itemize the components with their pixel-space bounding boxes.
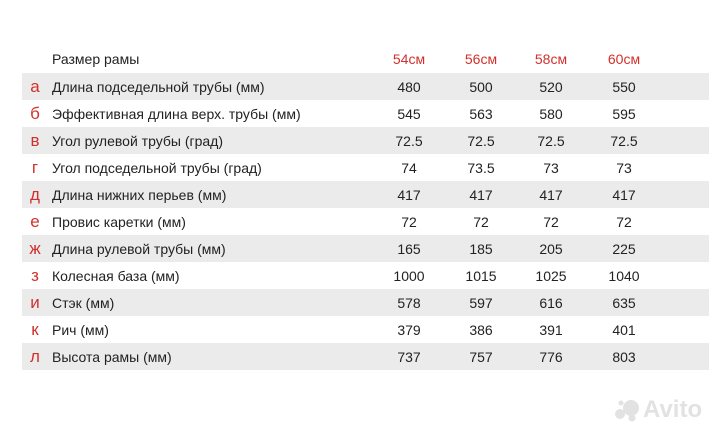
value-cell: 379 — [397, 321, 421, 338]
value-cell: 225 — [612, 240, 636, 257]
value-cell: 776 — [539, 348, 563, 365]
row-letter: ж — [29, 238, 41, 258]
parameter-name: Угол рулевой трубы (град) — [52, 132, 223, 149]
value-cell: 500 — [469, 78, 493, 95]
value-cell: 401 — [612, 321, 636, 338]
value-cell: 185 — [469, 240, 493, 257]
row-letter: в — [30, 130, 40, 150]
value-cell: 72.5 — [610, 132, 638, 149]
size-header: 54см — [392, 50, 426, 67]
table-row — [22, 343, 709, 370]
parameter-name: Эффективная длина верх. трубы (мм) — [52, 105, 301, 122]
value-cell: 73 — [616, 159, 632, 176]
value-cell: 480 — [397, 78, 421, 95]
parameter-name: Рич (мм) — [52, 321, 109, 338]
value-cell: 72 — [473, 213, 489, 230]
value-cell: 74 — [401, 159, 417, 176]
table-row — [22, 181, 709, 208]
row-letter: а — [30, 76, 40, 96]
value-cell: 1040 — [608, 267, 640, 284]
value-cell: 386 — [469, 321, 493, 338]
value-cell: 635 — [612, 294, 636, 311]
value-cell: 580 — [539, 105, 563, 122]
table-row — [22, 208, 709, 235]
value-cell: 72 — [401, 213, 417, 230]
value-cell: 165 — [397, 240, 421, 257]
table-row — [22, 235, 709, 262]
value-cell: 597 — [469, 294, 493, 311]
value-cell: 417 — [397, 186, 421, 203]
value-cell: 616 — [539, 294, 563, 311]
table-row — [22, 127, 709, 154]
avito-logo-icon — [614, 398, 640, 422]
value-cell: 72.5 — [395, 132, 423, 149]
parameter-name: Провис каретки (мм) — [52, 213, 186, 230]
frame-geometry-table — [22, 44, 709, 370]
value-cell: 520 — [539, 78, 563, 95]
table-row — [22, 289, 709, 316]
parameter-name: Высота рамы (мм) — [52, 348, 172, 365]
value-cell: 417 — [539, 186, 563, 203]
size-header: 60см — [607, 50, 641, 67]
parameter-name: Длина нижних перьев (мм) — [52, 186, 227, 203]
value-cell: 72 — [616, 213, 632, 230]
parameter-name: Колесная база (мм) — [52, 267, 180, 284]
header-label: Размер рамы — [52, 50, 140, 67]
value-cell: 72.5 — [467, 132, 495, 149]
parameter-name: Стэк (мм) — [52, 294, 115, 311]
parameter-name: Длина рулевой трубы (мм) — [52, 240, 226, 257]
table-row — [22, 262, 709, 289]
value-cell: 737 — [397, 348, 421, 365]
table-header — [22, 44, 709, 73]
value-cell: 417 — [469, 186, 493, 203]
value-cell: 545 — [397, 105, 421, 122]
row-letter: д — [30, 184, 40, 204]
parameter-name: Угол подседельной трубы (град) — [52, 159, 262, 176]
value-cell: 595 — [612, 105, 636, 122]
value-cell: 563 — [469, 105, 493, 122]
value-cell: 757 — [469, 348, 493, 365]
size-header: 58см — [534, 50, 568, 67]
value-cell: 1025 — [535, 267, 567, 284]
value-cell: 72.5 — [537, 132, 565, 149]
row-letter: б — [30, 103, 40, 123]
value-cell: 550 — [612, 78, 636, 95]
table-row — [22, 100, 709, 127]
value-cell: 578 — [397, 294, 421, 311]
value-cell: 391 — [539, 321, 563, 338]
row-letter: к — [31, 319, 39, 339]
row-letter: и — [30, 292, 40, 312]
value-cell: 1015 — [465, 267, 497, 284]
value-cell: 205 — [539, 240, 563, 257]
value-cell: 72 — [543, 213, 559, 230]
value-cell: 417 — [612, 186, 636, 203]
table-row — [22, 316, 709, 343]
table-row — [22, 154, 709, 181]
table-body — [22, 73, 709, 370]
value-cell: 73 — [543, 159, 559, 176]
avito-watermark — [614, 396, 702, 424]
row-letter: л — [30, 346, 40, 366]
row-letter: г — [31, 157, 39, 177]
row-letter: е — [30, 211, 40, 231]
watermark-text: Avito — [643, 396, 703, 423]
value-cell: 803 — [612, 348, 636, 365]
parameter-name: Длина подседельной трубы (мм) — [52, 78, 265, 95]
size-header: 56см — [464, 50, 498, 67]
table-row — [22, 73, 709, 100]
row-letter: з — [31, 265, 39, 285]
value-cell: 73.5 — [467, 159, 495, 176]
value-cell: 1000 — [393, 267, 425, 284]
